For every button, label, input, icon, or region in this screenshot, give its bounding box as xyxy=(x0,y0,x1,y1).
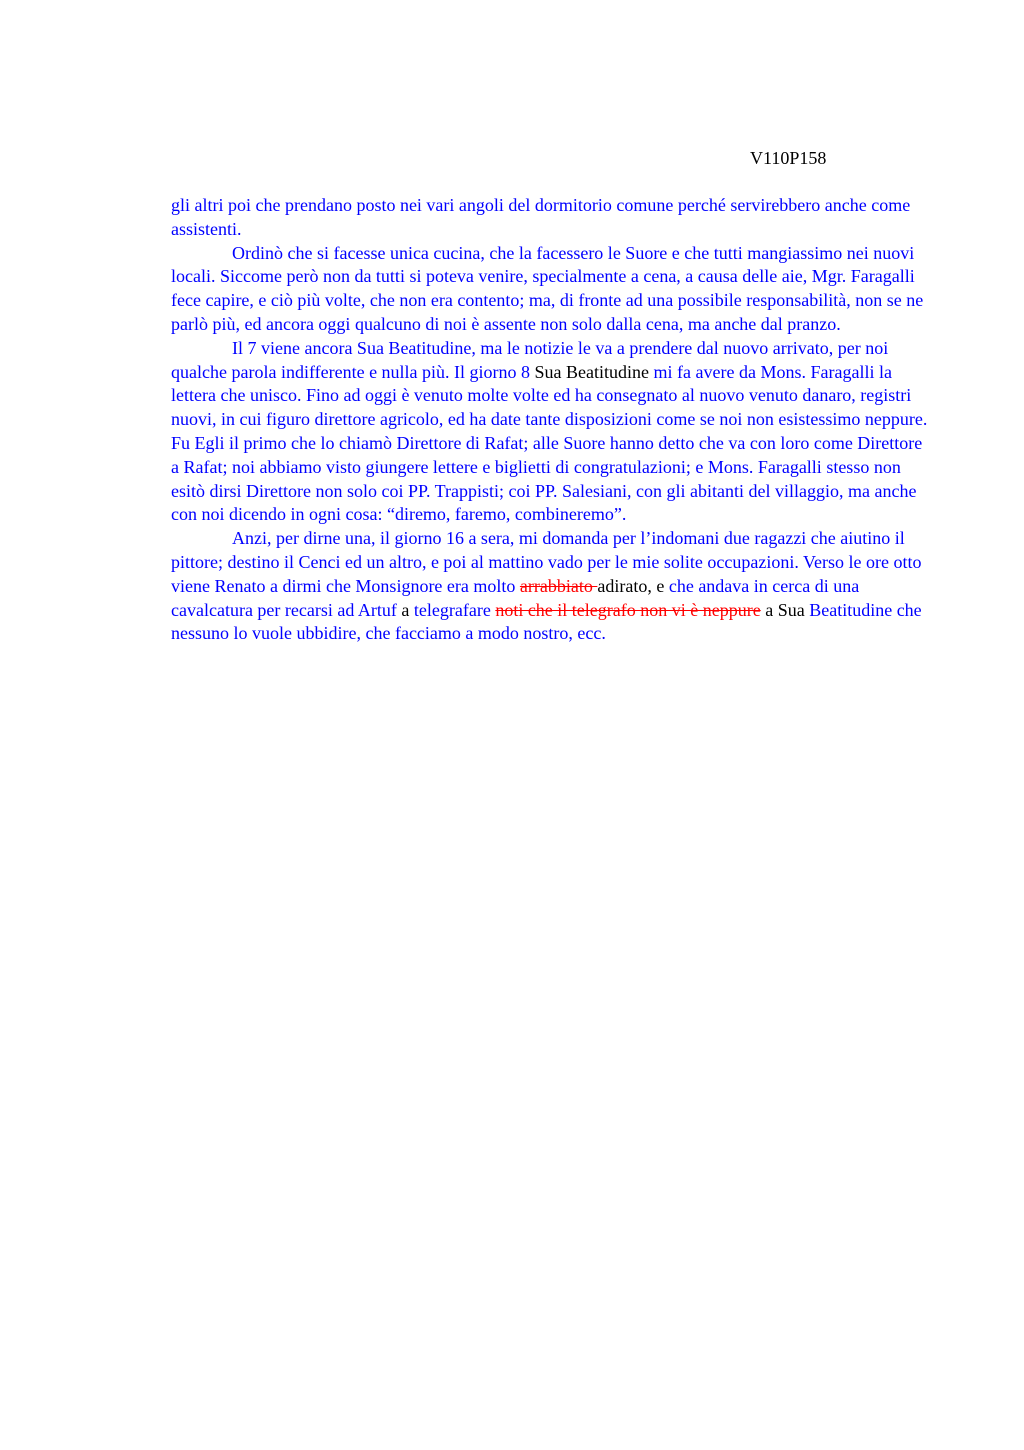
paragraph xyxy=(171,337,931,527)
text-segment: Anzi, per dirne una, il giorno 16 a sera, mi domanda per l’indomani due ragazzi che aiutino il pittore; destino il Cenci ed un altro, e poi al mattino vado per le mie solite occupazioni. Verso le ore otto viene Renato a dirmi che Monsignore era molto xyxy=(171,528,922,596)
text-segment: Beatitudine che nessuno lo vuole ubbidire, che facciamo a modo nostro, ecc. xyxy=(171,599,922,644)
document-body xyxy=(171,194,931,646)
text-segment-black: a Sua xyxy=(760,599,810,620)
paragraph xyxy=(171,194,931,242)
text-segment: mi fa avere da Mons. Faragalli la lettera che unisco. Fino ad oggi è venuto molte volte ed ha consegnato al nuovo venuto danaro, registri nuovi, in cui figuro direttore agricolo, ed ha date tante disposizioni come se noi non esistessimo neppure. Fu Egli il primo che lo chiamò Direttore di Rafat; alle Suore hanno detto che va con loro come Direttore a Rafat; noi abbiamo visto giungere lettere e biglietti di congratulazioni; e Mons. Faragalli stesso non esitò dirsi Direttore non solo coi PP. Trappisti; coi PP. Salesiani, con gli abitanti del villaggio, ma anche con noi dicendo in ogni cosa: “diremo, faremo, combineremo”. xyxy=(171,361,928,525)
text-segment: Ordinò che si facesse unica cucina, che la facessero le Suore e che tutti mangiassimo nei nuovi locali. Siccome però non da tutti si poteva venire, specialmente a cena, a causa delle aie, Mgr. Faragalli fece capire, e ciò più volte, che non era contento; ma, di fronte ad una possibile responsabilità, non se ne parlò più, ed ancora oggi qualcuno di noi è assente non solo dalla cena, ma anche dal pranzo. xyxy=(171,242,924,334)
paragraph xyxy=(171,242,931,337)
text-segment: gli altri poi che prendano posto nei vari angoli del dormitorio comune perché servirebbero anche come assistenti. xyxy=(171,195,911,239)
paragraph xyxy=(171,527,931,646)
page-id: V110P158 xyxy=(750,148,827,168)
deleted-text: arrabbiato xyxy=(519,575,598,596)
text-segment: Il 7 viene ancora Sua Beatitudine, ma le notizie le va a prendere dal nuovo arrivato, per noi qualche parola indifferente e nulla più. Il giorno 8 xyxy=(171,337,889,382)
deleted-text: noti che il telegrafo non vi è neppure xyxy=(495,599,761,620)
text-segment: telegrafare xyxy=(413,599,496,620)
text-segment-black: a xyxy=(401,599,414,620)
text-segment-black: Sua Beatitudine xyxy=(534,361,650,382)
text-segment-black: adirato, e xyxy=(597,575,669,596)
text-segment: che andava in cerca di una cavalcatura per recarsi ad Artuf xyxy=(171,575,860,620)
